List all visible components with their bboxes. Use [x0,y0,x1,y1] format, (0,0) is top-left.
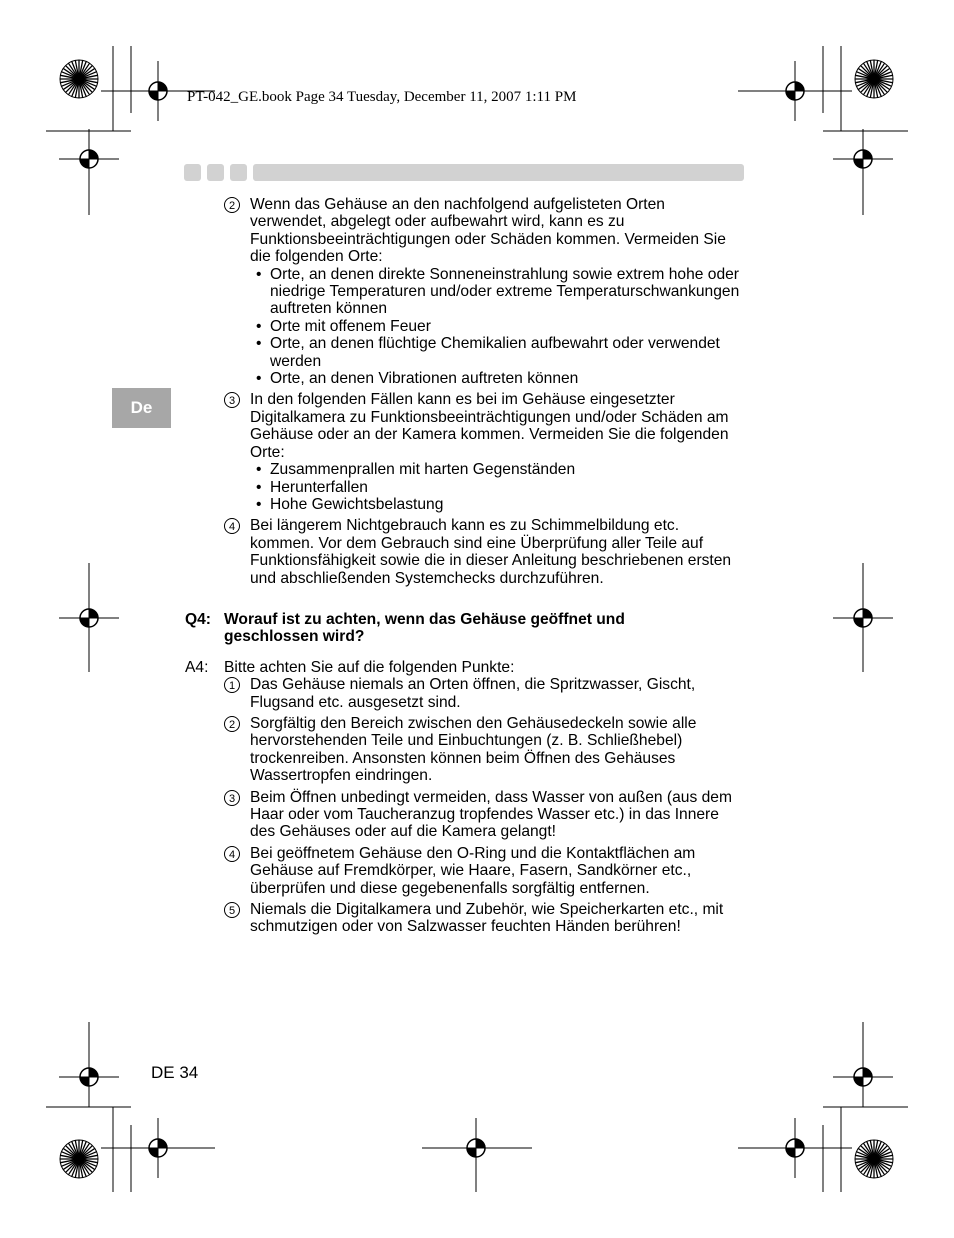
item-number: 5 [224,902,240,918]
question [185,611,714,646]
bullet-item: • Orte, an denen Vibrationen auftreten können [256,370,579,388]
item-text: Das Gehäuse niemals an Orten öffnen, die Spritzwasser, Gischt, Flugsand etc. ausgesetzt sind. [250,676,696,711]
list-item [185,391,745,461]
question-text: Worauf ist zu achten, wenn das Gehäuse geöffnet und geschlossen wird? [224,610,625,646]
list-item [185,676,745,711]
header-bar-square [184,164,201,181]
page-content [185,196,745,936]
bullet-item: • Hohe Gewichtsbelastung [256,495,444,513]
language-tab [112,388,171,428]
item-text: In den folgenden Fällen kann es bei im Gehäuse eingesetzter Digitalkamera zu Funktionsbeeinträchtigungen und/oder Schäden am Gehäuse oder an der Kamera kommen. Vermeiden Sie die folgenden Orte: [250,391,729,461]
list-item [185,196,745,266]
bullet-item: • Zusammenprallen mit harten Gegenständen [256,461,576,479]
item-number: 4 [224,518,240,534]
header-bar-square [207,164,224,181]
item-number: 1 [224,677,240,693]
bullet-item: • Orte mit offenem Feuer [256,317,431,335]
item-text: Wenn das Gehäuse an den nachfolgend aufgelisteten Orten verwendet, abgelegt oder aufbewahrt wird, kann es zu Funktionsbeeinträchtigungen oder Schäden kommen. Vermeiden Sie die folgenden Orte: [250,196,726,266]
list-item [185,901,745,936]
item-number: 4 [224,846,240,862]
item-text: Sorgfältig den Bereich zwischen den Gehäusedeckeln sowie alle hervorstehenden Teile und Einbuchtungen (z. B. Schließhebel) trockenreiben. Ansonsten können beim Öffnen des Gehäuses Wassertropfen eindringen. [250,714,697,785]
page-number: DE 34 [151,1063,199,1082]
item-number: 2 [224,716,240,732]
bullet-item: • Orte, an denen flüchtige Chemikalien aufbewahrt oder verwendet werden [256,335,720,370]
answer [185,659,745,676]
item-text: Bei längerem Nichtgebrauch kann es zu Schimmelbildung etc. kommen. Vor dem Gebrauch sind eine Überprüfung aller Teile auf Funktionsfähigkeit sowie die in dieser Anleitung beschriebenen ersten und abschließenden Systemchecks durchzuführen. [250,517,732,587]
item-text: Beim Öffnen unbedingt vermeiden, dass Wasser von außen (aus dem Haar oder vom Taucheranzug tropfendes Wasser etc.) in das Innere des Gehäuses oder auf die Kamera gelangt! [250,788,732,841]
question-label: Q4: [185,610,211,628]
list-item [185,789,745,841]
item-text: Niemals die Digitalkamera und Zubehör, wie Speicherkarten etc., mit schmutzigen oder von Salzwasser feuchten Händen berühren! [250,901,724,936]
list-item [185,517,745,587]
header-bar-square [230,164,247,181]
item-number: 3 [224,392,240,408]
bullet-item: • Orte, an denen direkte Sonneneinstrahlung sowie extrem hohe oder niedrige Temperaturen und/oder extreme Temperaturschwankungen auftreten können [256,265,740,318]
list-item [185,715,745,785]
language-tab-label: De [130,398,153,417]
header-bar [253,164,744,181]
answer-intro: Bitte achten Sie auf die folgenden Punkte: [224,658,515,676]
item-number: 3 [224,790,240,806]
item-text: Bei geöffnetem Gehäuse den O-Ring und die Kontaktflächen am Gehäuse auf Fremdkörper, wie Haare, Fasern, Sandkörner etc., überprüfen und diese gegebenenfalls sorgfältig entfernen. [250,844,696,897]
list-item [185,845,745,897]
answer-label: A4: [185,658,209,676]
book-header-line: PT-042_GE.book Page 34 Tuesday, December 11, 2007 1:11 PM [187,89,577,105]
bullet-item: • Herunterfallen [256,478,368,496]
item-number: 2 [224,197,240,213]
